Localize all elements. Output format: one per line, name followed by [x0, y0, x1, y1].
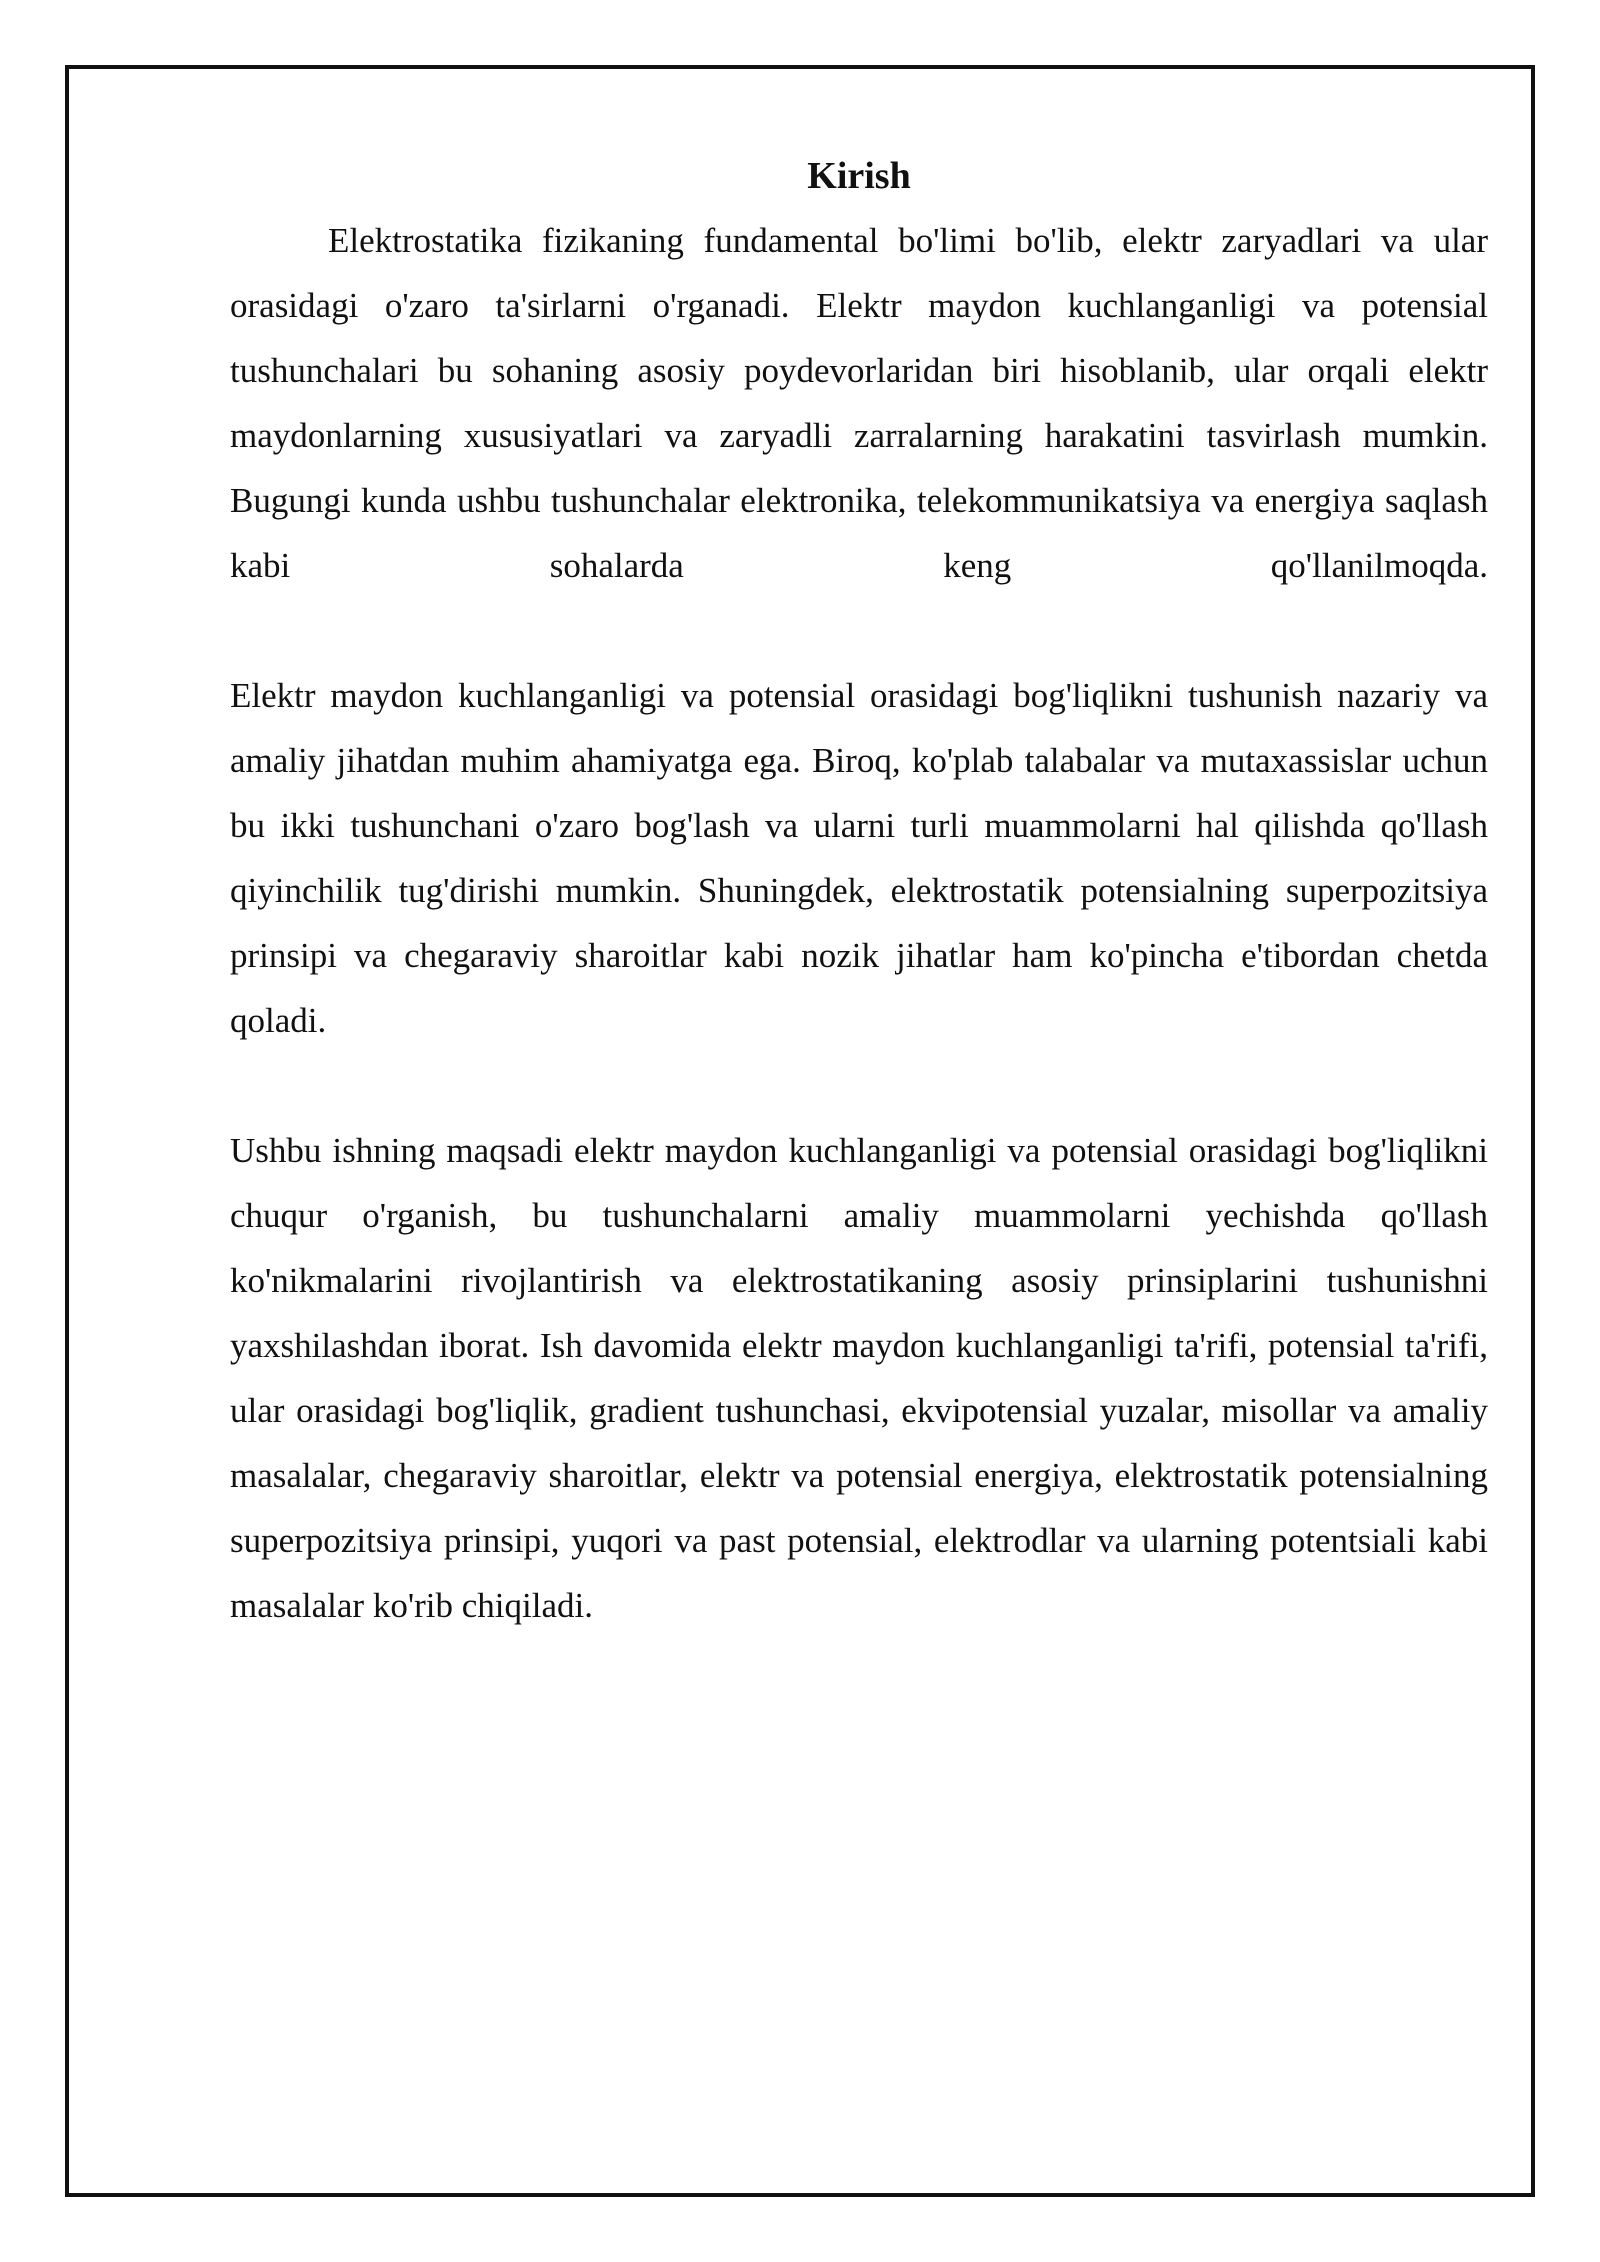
document-body [230, 150, 1488, 1638]
paragraph-spacer [230, 598, 1488, 663]
paragraph-spacer [230, 1053, 1488, 1118]
paragraph-2: Elektr maydon kuchlanganligi va potensial orasidagi bog'liqlikni tushunish nazariy va amaliy jihatdan muhim ahamiyatga ega. Biroq, ko'plab talabalar va mutaxassislar uchun bu ikki tushunchani o'zaro bog'lash va ularni turli muammolarni hal qilishda qo'llash qiyinchilik tug'dirishi mumkin. Shuningdek, elektrostatik potensialning superpozitsiya prinsipi va chegaraviy sharoitlar kabi nozik jihatlar ham ko'pincha e'tibordan chetda qoladi. [230, 676, 1488, 1040]
paragraph-3: Ushbu ishning maqsadi elektr maydon kuchlanganligi va potensial orasidagi bog'liqlikni chuqur o'rganish, bu tushunchalarni amaliy muammolarni yechishda qo'llash ko'nikmalarini rivojlantirish va elektrostatikaning asosiy prinsiplarini tushunishni yaxshilashdan iborat. Ish davomida elektr maydon kuchlanganligi ta'rifi, potensial ta'rifi, ular orasidagi bog'liqlik, gradient tushunchasi, ekvipotensial yuzalar, misollar va amaliy masalalar, chegaraviy sharoitlar, elektr va potensial energiya, elektrostatik potensialning superpozitsiya prinsipi, yuqori va past potensial, elektrodlar va ularning potentsiali kabi masalalar ko'rib chiqiladi. [230, 1131, 1488, 1625]
paragraph-1: Elektrostatika fizikaning fundamental bo'limi bo'lib, elektr zaryadlari va ular orasidagi o'zaro ta'sirlarni o'rganadi. Elektr maydon kuchlanganligi va potensial tushunchalari bu sohaning asosiy poydevorlaridan biri hisoblanib, ular orqali elektr maydonlarning xususiyatlari va zaryadli zarralarning harakatini tasvirlash mumkin. Bugungi kunda ushbu tushunchalar elektronika, telekommunikatsiya va energiya saqlash kabi sohalarda keng qo'llanilmoqda. [230, 221, 1488, 585]
document-title: Kirish [807, 155, 911, 197]
